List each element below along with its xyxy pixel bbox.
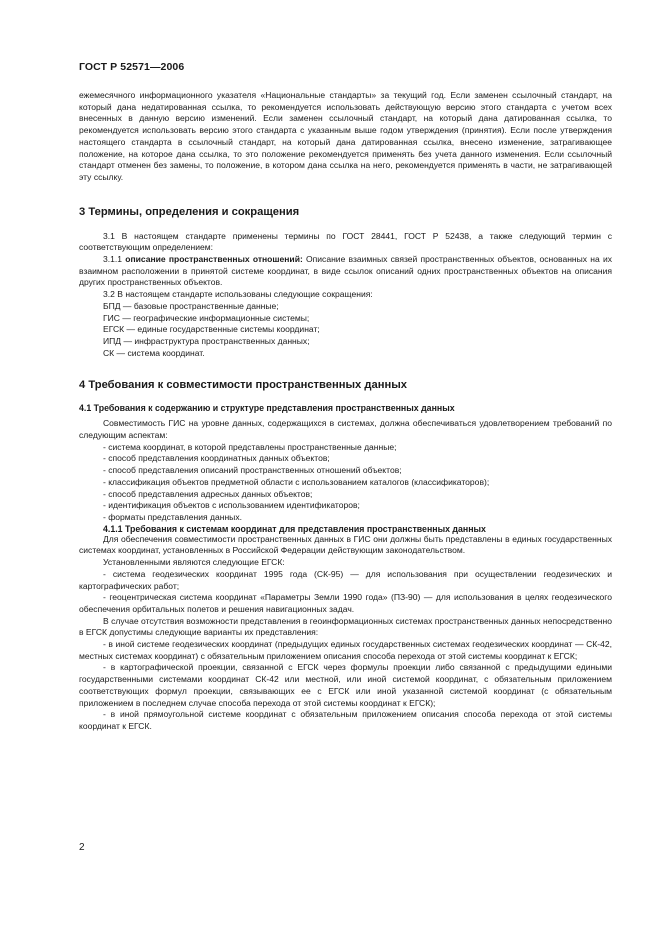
- aspect-item: - способ представления адресных данных объектов;: [103, 488, 313, 499]
- intro-paragraph: ежемесячного информационного указателя «Национальные стандарты» за текущий год. Если заменен ссылочный стандарт, на который дана недатированная ссылка, то рекомендуется использовать действующую версию этого стандарта с учетом всех внесенных в данную версию изменений. Если заменен ссылочный стандарт, на который дана датированная ссылка, то рекомендуется использовать версию этого стандарта с указанным выше годом утверждения (принятия). Если после утверждения настоящего стандарта в ссылочный стандарт, на который дана датированная ссылка, внесено изменение, затрагивающее положение, на которое дана ссылка, то это положение рекомендуется применять без учета данного изменения. Если ссылочный стандарт отменен без замены, то положение, в котором дана ссылка на него, рекомендуется применять в части, не затрагивающей эту ссылку.: [79, 90, 612, 182]
- abbreviation-item: СК — система координат.: [103, 347, 205, 358]
- subsection-4-1-1-para-2: Установленными являются следующие ЕГСК:: [103, 557, 285, 568]
- document-header-title: ГОСТ Р 52571—2006: [79, 61, 185, 73]
- section-3-heading: 3 Термины, определения и сокращения: [79, 205, 300, 218]
- aspect-item: - система координат, в которой представлены пространственные данные;: [103, 441, 397, 452]
- subsection-4-1-1-heading: 4.1.1 Требования к системам координат для представления пространственных данных: [103, 523, 486, 534]
- subsection-4-1-1-para-3: В случае отсутствия возможности представления в геоинформационных системах пространственных данных непосредственно в ЕГСК допустимы следующие варианты их представления:: [79, 615, 612, 638]
- subsection-4-1-heading: 4.1 Требования к содержанию и структуре представления пространственных данных: [79, 403, 455, 414]
- egsk-item: - система геодезических координат 1995 года (СК-95) — для использования при осуществлении геодезических и картографических работ;: [79, 568, 612, 591]
- aspect-item: - идентификация объектов с использованием идентификаторов;: [103, 500, 360, 511]
- section-4-heading: 4 Требования к совместимости пространственных данных: [79, 379, 407, 392]
- term-spatial-relations: описание пространственных отношений:: [125, 254, 303, 265]
- aspect-item: - способ представления описаний пространственных отношений объектов;: [103, 465, 402, 476]
- page-content: [79, 90, 612, 733]
- abbreviation-item: ИПД — инфраструктура пространственных данных;: [103, 335, 310, 346]
- abbreviation-item: ГИС — географические информационные системы;: [103, 312, 310, 323]
- aspect-item: - форматы представления данных.: [103, 511, 242, 522]
- abbreviation-item: ЕГСК — единые государственные системы координат;: [103, 324, 320, 335]
- term-definition: Описание взаимных связей пространственных объектов, основанных на их взаимном расположении в принятой системе координат, в виде ссылок описаний одних пространственных объектов на описания других пространственных объектов.: [79, 254, 612, 288]
- clause-3-2: 3.2 В настоящем стандарте использованы следующие сокращения:: [103, 289, 373, 300]
- variant-item: - в иной прямоугольной системе координат с обязательным приложением описания способа перехода от этой системы координат к ЕГСК.: [79, 709, 612, 731]
- page-number: 2: [79, 842, 85, 853]
- clause-3-1-1: [79, 254, 612, 289]
- aspect-item: - способ представления координатных данных объектов;: [103, 453, 330, 464]
- egsk-item: - геоцентрическая система координат «Параметры Земли 1990 года» (ПЗ-90) — для использования в целях геодезического обеспечения орбитальных полетов и решения навигационных задач.: [79, 592, 612, 614]
- aspect-item: - классификация объектов предметной области с использованием каталогов (классификаторов);: [103, 476, 490, 487]
- variant-item: - в иной системе геодезических координат (предыдущих единых государственных системах геодезических координат — СК-42, местных системах координат) с обязательным приложением описания способа перехода от этой системы координат к ЕГСК;: [79, 639, 612, 661]
- variant-item: - в картографической проекции, связанной с ЕГСК через формулы проекции либо связанной с предыдущими едиными государственными системами координат СК-42 или местной, или иной системой координат, с обязательным приложением соответствующих формул проекции, связывающих ее с ЕГСК или иной указанной системой координат (с обязательным приложением в последнем случае способа перехода от этой системы координат к ЕГСК);: [79, 662, 612, 708]
- subsection-4-1-1-para-1: Для обеспечения совместимости пространственных данных в ГИС они должны быть представлены в единых государственных системах координат, установленных в Российской Федерации действующим законодательством.: [79, 533, 612, 556]
- clause-3-1: 3.1 В настоящем стандарте применены термины по ГОСТ 28441, ГОСТ Р 52438, а также следующий термин с соответствующим определением:: [79, 230, 612, 253]
- clause-3-1-1-number: 3.1.1: [103, 254, 123, 265]
- subsection-4-1-intro: Совместимость ГИС на уровне данных, содержащихся в системах, должна обеспечиваться удовлетворением требований по следующим аспектам:: [79, 418, 612, 441]
- abbreviation-item: БПД — базовые пространственные данные;: [103, 300, 279, 311]
